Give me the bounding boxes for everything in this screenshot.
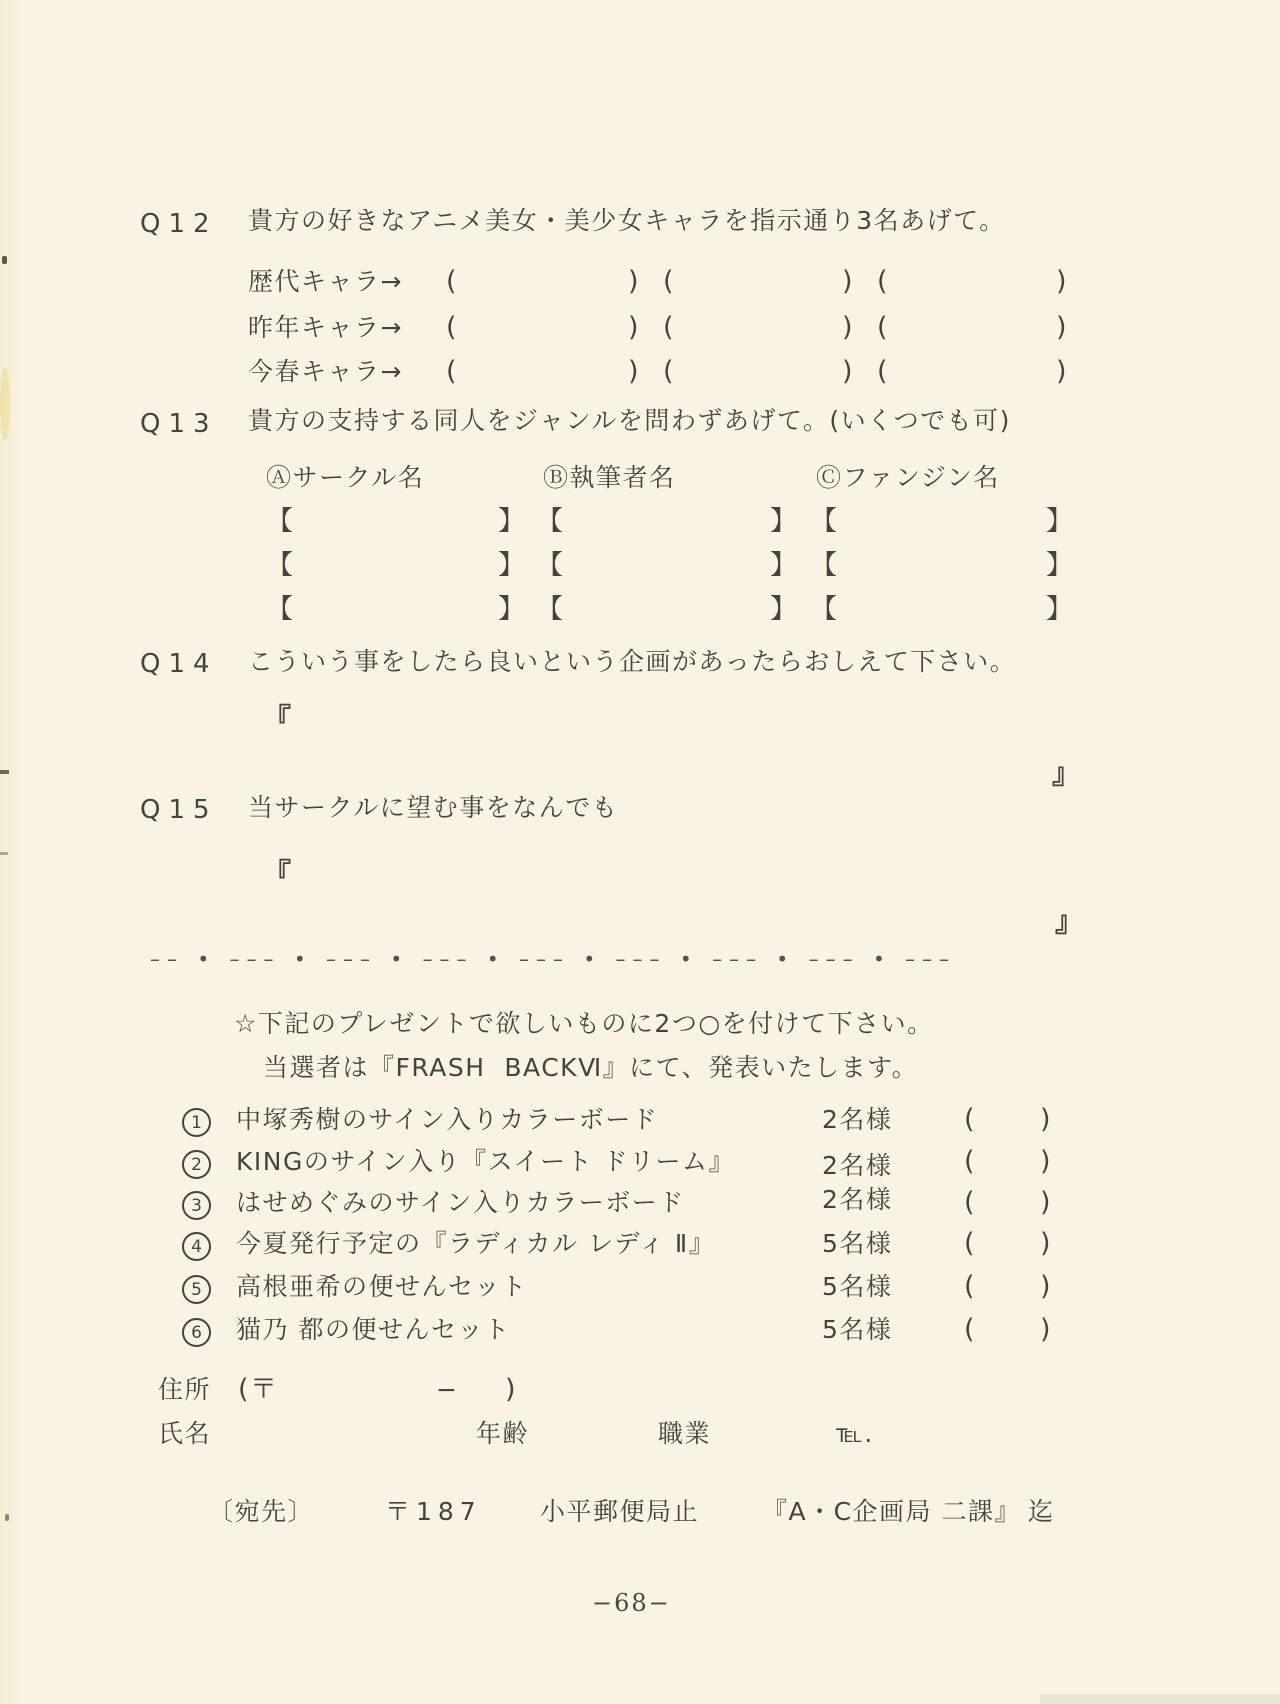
- prize-text: はせめぐみのサイン入りカラーボード: [236, 1188, 685, 1217]
- postal-paren-close: ): [505, 1374, 518, 1405]
- blank-bracket-open: 【: [266, 506, 295, 537]
- answer-quote-open: 『: [263, 857, 293, 890]
- blank-bracket-open: 【: [266, 550, 295, 581]
- job-label: 職業: [658, 1419, 712, 1448]
- answer-quote-close: 』: [1052, 757, 1082, 790]
- mark-paren-open: (: [964, 1187, 977, 1218]
- blank-bracket-open: 【: [810, 550, 839, 581]
- q14-number: Q14: [140, 649, 218, 679]
- blank-paren-close: ): [628, 356, 641, 387]
- destination-postal: 〒187: [385, 1497, 482, 1526]
- scan-edge-shadow: [1040, 1694, 1280, 1704]
- mark-paren-close: ): [1040, 1146, 1053, 1177]
- tel-label: ℡.: [836, 1419, 874, 1448]
- prize-text: 猫乃 都の便せんセット: [236, 1315, 511, 1344]
- blank-bracket-open: 【: [536, 594, 565, 625]
- q15-instruction: 当サークルに望む事をなんでも: [248, 793, 619, 822]
- q12-number: Q12: [140, 209, 218, 239]
- blank-bracket-close: 】: [498, 594, 527, 625]
- blank-paren-open: (: [663, 312, 676, 343]
- prize-count: 5名様: [822, 1229, 893, 1258]
- q14-instruction: こういう事をしたら良いという企画があったらおしえて下さい。: [248, 647, 1017, 676]
- blank-paren-close: ): [842, 266, 855, 297]
- prize-text: 高根亜希の便せんセット: [236, 1272, 528, 1301]
- destination-prefix: 〔宛先〕: [208, 1497, 315, 1526]
- blank-bracket-close: 】: [1046, 506, 1075, 537]
- blank-bracket-close: 】: [1046, 594, 1075, 625]
- blank-bracket-close: 】: [1046, 550, 1075, 581]
- blank-paren-open: (: [663, 266, 676, 297]
- blank-paren-open: (: [446, 312, 459, 343]
- answer-quote-close: 』: [1055, 905, 1085, 938]
- prize-count: 2名様: [822, 1105, 893, 1134]
- mark-paren-close: ): [1040, 1228, 1053, 1259]
- prize-count: 5名様: [822, 1315, 893, 1344]
- blank-paren-open: (: [877, 266, 890, 297]
- mark-paren-close: ): [1040, 1104, 1053, 1135]
- prize-count: 5名様: [822, 1272, 893, 1301]
- blank-bracket-close: 】: [770, 550, 799, 581]
- blank-paren-close: ): [628, 266, 641, 297]
- scan-speck: [5, 1514, 9, 1521]
- destination-org: 『A・C企画局 二課』: [762, 1497, 1022, 1526]
- q12-row-label: 歴代キャラ→: [248, 267, 403, 296]
- mark-paren-open: (: [964, 1314, 977, 1345]
- mark-paren-close: ): [1040, 1271, 1053, 1302]
- blank-paren-close: ): [628, 312, 641, 343]
- circled-number: 1: [182, 1108, 211, 1137]
- q13-column-circle-name: Ⓐサークル名: [266, 463, 425, 492]
- blank-paren-open: (: [446, 356, 459, 387]
- prize-count: 2名様: [822, 1185, 893, 1214]
- address-label: 住所: [158, 1375, 212, 1404]
- circled-number: 4: [182, 1232, 211, 1261]
- name-label: 氏名: [158, 1419, 212, 1448]
- dashed-divider: –– • ––– • ––– • ––– • ––– • ––– • ––– • ––– • –––: [150, 947, 957, 971]
- scan-speck: [0, 852, 8, 855]
- blank-bracket-open: 【: [266, 594, 295, 625]
- q15-number: Q15: [140, 795, 218, 825]
- mark-paren-close: ): [1040, 1314, 1053, 1345]
- mark-paren-close: ): [1040, 1187, 1053, 1218]
- prize-count: 2名様: [822, 1151, 893, 1180]
- blank-bracket-open: 【: [810, 506, 839, 537]
- postal-paren-open: (〒: [238, 1374, 279, 1405]
- blank-bracket-open: 【: [810, 594, 839, 625]
- scan-speck: [2, 256, 7, 264]
- mark-paren-open: (: [964, 1146, 977, 1177]
- blank-bracket-close: 】: [770, 594, 799, 625]
- blank-bracket-close: 】: [498, 506, 527, 537]
- blank-bracket-close: 】: [770, 506, 799, 537]
- circled-number: 2: [182, 1150, 211, 1179]
- mark-paren-open: (: [964, 1104, 977, 1135]
- blank-paren-open: (: [877, 356, 890, 387]
- blank-bracket-close: 】: [498, 550, 527, 581]
- q13-number: Q13: [140, 409, 218, 439]
- blank-bracket-open: 【: [536, 550, 565, 581]
- scan-speck: [0, 770, 9, 774]
- blank-paren-close: ): [842, 356, 855, 387]
- page-number: −68−: [592, 1589, 671, 1617]
- q13-column-writer-name: Ⓑ執筆者名: [543, 463, 676, 492]
- blank-paren-open: (: [446, 266, 459, 297]
- circled-number: 3: [182, 1191, 211, 1220]
- blank-paren-close: ): [1056, 312, 1069, 343]
- destination-suffix: 迄: [1028, 1497, 1055, 1526]
- blank-paren-open: (: [663, 356, 676, 387]
- prize-text: KINGのサイン入り『スイート ドリーム』: [236, 1147, 736, 1176]
- age-label: 年齢: [476, 1419, 530, 1448]
- q13-instruction: 貴方の支持する同人をジャンルを問わずあげて。(いくつでも可): [248, 406, 1011, 435]
- postal-dash: −: [436, 1375, 459, 1404]
- q12-row-label: 昨年キャラ→: [248, 313, 403, 342]
- q12-instruction: 貴方の好きなアニメ美女・美少女キャラを指示通り3名あげて。: [248, 206, 1006, 235]
- q12-row-label: 今春キャラ→: [248, 357, 403, 386]
- q13-column-fanzine-name: Ⓒファンジン名: [816, 463, 1000, 492]
- blank-paren-close: ): [842, 312, 855, 343]
- present-heading: ☆下記のプレゼントで欲しいものに2つ○を付けて下さい。: [234, 1009, 934, 1038]
- prize-text: 今夏発行予定の『ラディカル レディ Ⅱ』: [236, 1229, 716, 1258]
- scan-smudge: [0, 368, 10, 440]
- blank-paren-close: ): [1056, 266, 1069, 297]
- present-subheading: 当選者は『FRASH BACKⅥ』にて、発表いたします。: [263, 1053, 919, 1082]
- destination-office: 小平郵便局止: [540, 1497, 700, 1526]
- blank-bracket-open: 【: [536, 506, 565, 537]
- prize-text: 中塚秀樹のサイン入りカラーボード: [236, 1105, 659, 1134]
- blank-paren-close: ): [1056, 356, 1069, 387]
- blank-paren-open: (: [877, 312, 890, 343]
- circled-number: 6: [182, 1318, 211, 1347]
- mark-paren-open: (: [964, 1228, 977, 1259]
- mark-paren-open: (: [964, 1271, 977, 1302]
- answer-quote-open: 『: [263, 702, 293, 735]
- circled-number: 5: [182, 1275, 211, 1304]
